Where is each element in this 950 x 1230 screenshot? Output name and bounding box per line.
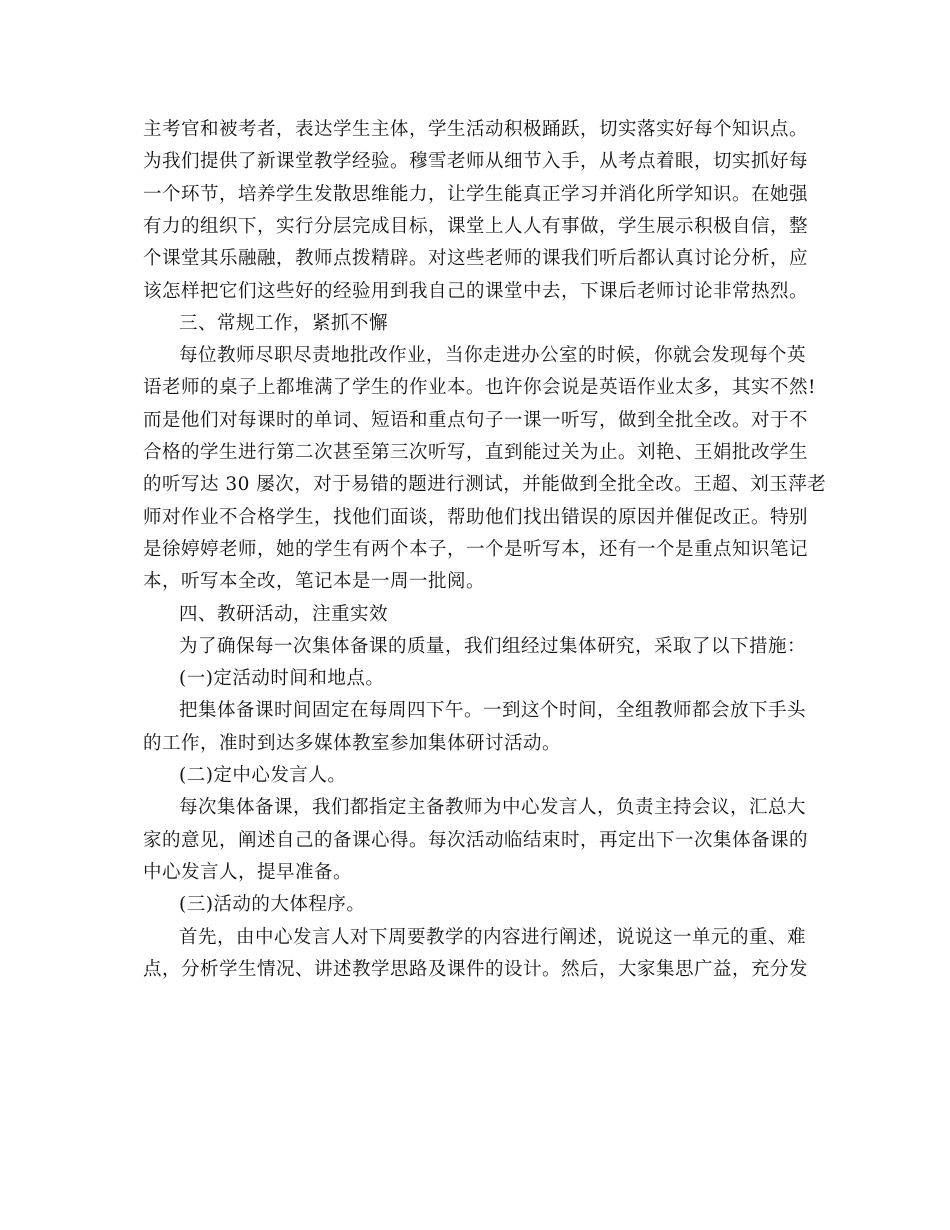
section-heading: 四、教研活动，注重实效 xyxy=(179,603,389,625)
paragraph-line: 主考官和被考者，表达学生主体，学生活动积极踊跃，切实落实好每个知识点。 xyxy=(143,119,809,140)
section-heading: (二)定中心发言人。 xyxy=(179,765,347,786)
paragraph-line: 家的意见，阐述自己的备课心得。每次活动临结束时，再定出下一次集体备课的 xyxy=(143,829,809,851)
paragraph-line: 的听写达 30 屡次，对于易错的题进行测试，并能做到全批全改。王超、刘玉萍老 xyxy=(143,474,827,496)
paragraph-line: 点，分析学生情况、讲述教学思路及课件的设计。然后，大家集思广益，充分发 xyxy=(143,958,809,980)
paragraph-line: 一个环节，培养学生发散思维能力，让学生能真正学习并消化所学知识。在她强 xyxy=(143,183,809,205)
section-heading: 三、常规工作，紧抓不懈 xyxy=(179,312,389,334)
paragraph-line: 语老师的桌子上都堆满了学生的作业本。也许你会说是英语作业太多，其实不然! xyxy=(143,377,816,399)
paragraph-line: 本，听写本全改，笔记本是一周一批阅。 xyxy=(143,571,486,593)
paragraph-line: 首先，由中心发言人对下周要教学的内容进行阐述，说说这一单元的重、难 xyxy=(179,926,807,948)
paragraph-line: 中心发言人，提早准备。 xyxy=(143,861,353,883)
paragraph-line: 的工作，准时到达多媒体教室参加集体研讨活动。 xyxy=(143,732,562,754)
paragraph-line: 为了确保每一次集体备课的质量，我们组经过集体研究，采取了以下措施： xyxy=(179,635,807,657)
section-heading: (三)活动的大体程序。 xyxy=(179,894,366,916)
paragraph-line: 而是他们对每课时的单词、短语和重点句子一课一听写，做到全批全改。对于不 xyxy=(143,409,809,431)
paragraph-line: 该怎样把它们这些好的经验用到我自己的课堂中去，下课后老师讨论非常热烈。 xyxy=(143,280,809,302)
paragraph-line: 把集体备课时间固定在每周四下午。一到这个时间，全组教师都会放下手头 xyxy=(179,700,807,722)
paragraph-line: 是徐婷婷老师，她的学生有两个本子，一个是听写本，还有一个是重点知识笔记 xyxy=(143,538,809,560)
paragraph-line: 每次集体备课，我们都指定主备教师为中心发言人，负责主持会议，汇总大 xyxy=(179,797,807,819)
paragraph-line: 师对作业不合格学生，找他们面谈，帮助他们找出错误的原因并催促改正。特别 xyxy=(143,506,809,528)
paragraph-line: 合格的学生进行第二次甚至第三次听写，直到能过关为止。刘艳、王娟批改学生 xyxy=(143,442,809,463)
paragraph-line: 有力的组织下，实行分层完成目标，课堂上人人有事做，学生展示积极自信，整 xyxy=(143,215,809,237)
section-heading: (一)定活动时间和地点。 xyxy=(179,668,385,690)
paragraph-line: 每位教师尽职尽责地批改作业，当你走进办公室的时候，你就会发现每个英 xyxy=(179,345,807,367)
paragraph-line: 个课堂其乐融融，教师点拨精辟。对这些老师的课我们听后都认真讨论分析，应 xyxy=(143,248,809,270)
paragraph-line: 为我们提供了新课堂教学经验。穆雪老师从细节入手，从考点着眼，切实抓好每 xyxy=(143,151,809,173)
